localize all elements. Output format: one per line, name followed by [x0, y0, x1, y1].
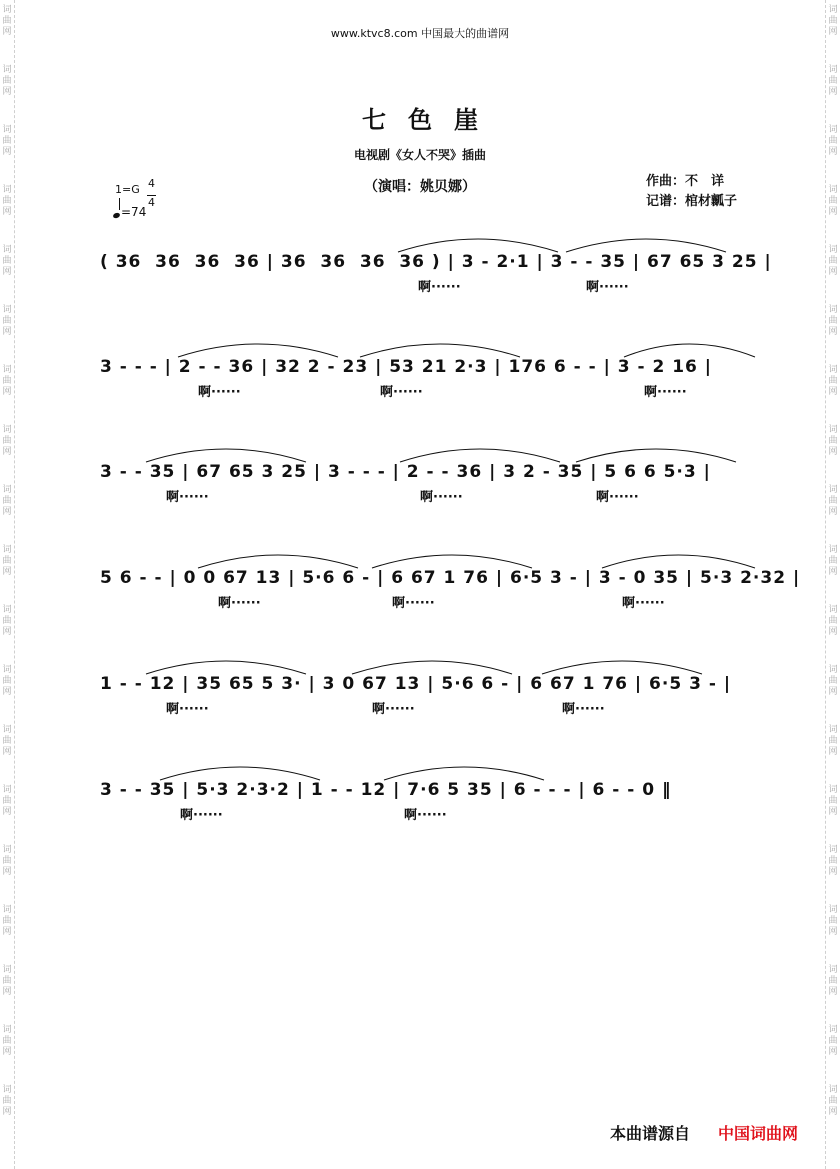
lyric-syllable: 啊······ [420, 490, 463, 505]
watermark-label: 词曲网 [2, 485, 12, 517]
watermark-label: 词曲网 [2, 425, 12, 457]
watermark-label: 词曲网 [2, 545, 12, 577]
watermark-label: 词曲网 [828, 65, 838, 97]
lyric-syllable: 啊······ [218, 596, 261, 611]
song-subtitle: 电视剧《女人不哭》插曲 [353, 148, 486, 162]
slur-arc [146, 661, 306, 674]
watermark-label: 词曲网 [828, 425, 838, 457]
quarter-note-icon [113, 205, 121, 219]
slur-arc [566, 239, 726, 252]
slur-arc [624, 344, 755, 357]
slur-arc [398, 239, 558, 252]
watermark-label: 词曲网 [828, 1025, 838, 1057]
notation-line: ( 36 36 36 36 | 36 36 36 36 ) | 3 - 2·1 | 3 - - 35 | 67 65 3 25 | [100, 252, 772, 272]
tempo-value: =74 [121, 205, 147, 219]
watermark-label: 词曲网 [2, 785, 12, 817]
watermark-label: 词曲网 [828, 845, 838, 877]
watermark-label: 词曲网 [828, 605, 838, 637]
lyric-syllable: 啊······ [380, 385, 423, 400]
notation-row [100, 440, 760, 550]
notation-line: 1 - - 12 | 35 65 5 3· | 3 0 67 13 | 5·6 6 - | 6 67 1 76 | 6·5 3 - | [100, 674, 732, 694]
watermark-label: 词曲网 [828, 905, 838, 937]
footer-site-link[interactable]: 中国词曲网 [718, 1124, 799, 1143]
watermark-label: 词曲网 [828, 545, 838, 577]
lyric-syllable: 啊······ [392, 596, 435, 611]
notation-row [100, 758, 760, 868]
lyric-syllable: 啊······ [166, 490, 209, 505]
slur-arc [198, 555, 358, 568]
notation-row [100, 230, 772, 340]
footer-source-label: 本曲谱源自 [610, 1124, 691, 1143]
watermark-label: 词曲网 [2, 245, 12, 277]
key-signature: 1=G [115, 183, 140, 196]
watermark-label: 词曲网 [828, 125, 838, 157]
watermark-label: 词曲网 [2, 1025, 12, 1057]
header-url[interactable]: www.ktvc8.com 中国最大的曲谱网 [330, 27, 510, 40]
lyric-syllable: 啊······ [404, 808, 447, 823]
watermark-label: 词曲网 [828, 485, 838, 517]
watermark-label: 词曲网 [828, 725, 838, 757]
watermark-label: 词曲网 [828, 305, 838, 337]
notation-line: 3 - - 35 | 5·3 2·3·2 | 1 - - 12 | 7·6 5 35 | 6 - - - | 6 - - 0 ‖ [100, 780, 672, 800]
watermark-label: 词曲网 [2, 965, 12, 997]
watermark-label: 词曲网 [828, 665, 838, 697]
slur-arc [352, 661, 512, 674]
watermark-label: 词曲网 [2, 305, 12, 337]
notation-row [100, 652, 760, 762]
notation-line: 3 - - - | 2 - - 36 | 32 2 - 23 | 53 21 2·3 | 176 6 - - | 3 - 2 16 | [100, 357, 712, 377]
slur-arc [372, 555, 532, 568]
lyric-syllable: 啊······ [586, 280, 629, 295]
slur-arc [400, 449, 560, 462]
watermark-label: 词曲网 [828, 185, 838, 217]
slur-arc [602, 555, 755, 568]
slur-arc [542, 661, 702, 674]
slur-arc [360, 344, 520, 357]
watermark-label: 词曲网 [2, 665, 12, 697]
lyric-syllable: 啊······ [418, 280, 461, 295]
watermark-label: 词曲网 [2, 605, 12, 637]
lyric-syllable: 啊······ [622, 596, 665, 611]
watermark-label: 词曲网 [828, 5, 838, 37]
lyric-syllable: 啊······ [596, 490, 639, 505]
watermark-label: 词曲网 [2, 185, 12, 217]
slur-arc [576, 449, 736, 462]
notation-row [100, 546, 801, 656]
watermark-label: 词曲网 [828, 365, 838, 397]
transcriber-credit: 记谱：棺材瓤子 [646, 194, 738, 209]
watermark-label: 词曲网 [828, 965, 838, 997]
notation-row [100, 335, 760, 445]
watermark-label: 词曲网 [828, 1085, 838, 1117]
tempo-marking [113, 205, 146, 219]
watermark-label: 词曲网 [2, 65, 12, 97]
slur-arc [384, 767, 544, 780]
lyric-syllable: 啊······ [180, 808, 223, 823]
watermark-label: 词曲网 [2, 125, 12, 157]
singer-credit: （演唱：姚贝娜） [364, 179, 476, 195]
watermark-label: 词曲网 [2, 905, 12, 937]
time-signature-bottom: 4 [148, 196, 155, 209]
lyric-syllable: 啊······ [372, 702, 415, 717]
lyric-syllable: 啊······ [644, 385, 687, 400]
slur-arc [160, 767, 320, 780]
lyric-syllable: 啊······ [166, 702, 209, 717]
watermark-label: 词曲网 [2, 725, 12, 757]
watermark-label: 词曲网 [2, 5, 12, 37]
watermark-label: 词曲网 [828, 785, 838, 817]
notation-line: 3 - - 35 | 67 65 3 25 | 3 - - - | 2 - - 36 | 3 2 - 35 | 5 6 6 5·3 | [100, 462, 711, 482]
song-title: 七色崖 [362, 106, 500, 134]
watermark-label: 词曲网 [2, 365, 12, 397]
lyric-syllable: 啊······ [198, 385, 241, 400]
watermark-label: 词曲网 [2, 1085, 12, 1117]
notation-line: 5 6 - - | 0 0 67 13 | 5·6 6 - | 6 67 1 76 | 6·5 3 - | 3 - 0 35 | 5·3 2·32 | [100, 568, 801, 588]
slur-arc [146, 449, 306, 462]
watermark-label: 词曲网 [2, 845, 12, 877]
lyric-syllable: 啊······ [562, 702, 605, 717]
time-signature-top: 4 [148, 177, 155, 190]
watermark-label: 词曲网 [828, 245, 838, 277]
slur-arc [178, 344, 338, 357]
composer-credit: 作曲：不 详 [646, 174, 725, 189]
